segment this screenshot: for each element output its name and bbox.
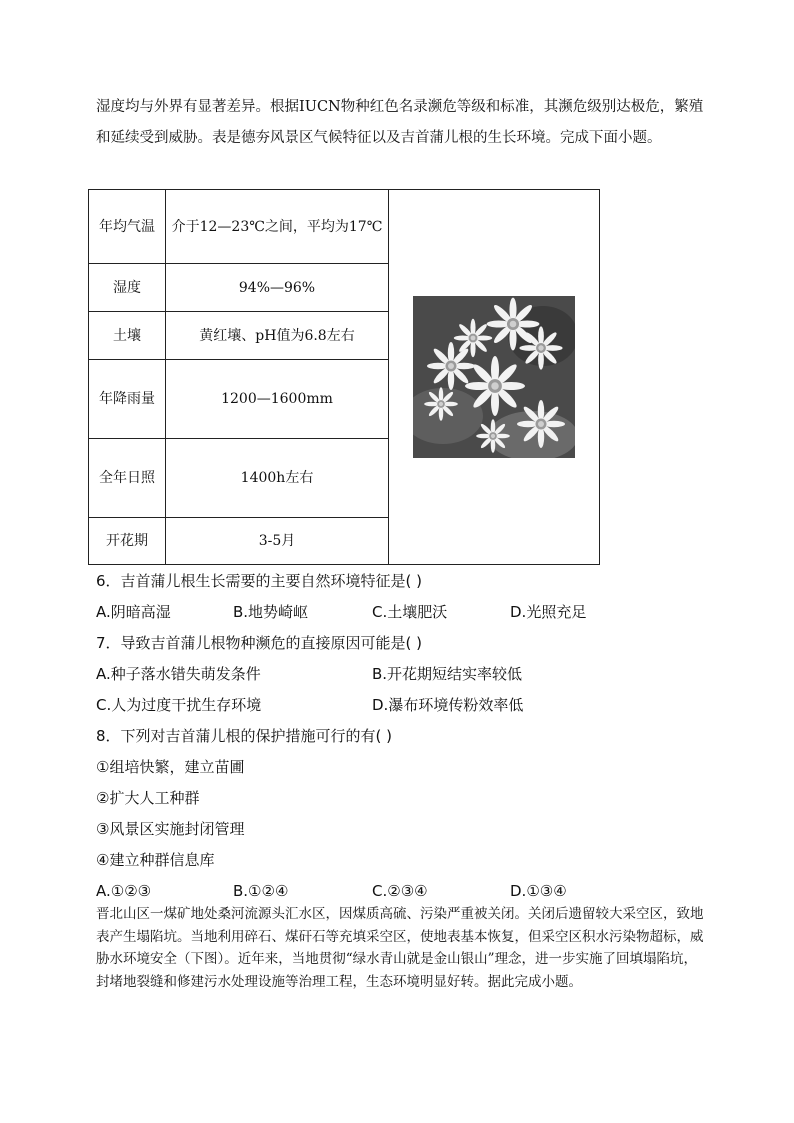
- flower-image: [413, 296, 575, 458]
- option-a[interactable]: A.①②③: [96, 882, 152, 900]
- option-a[interactable]: A.阴暗高湿: [96, 603, 171, 621]
- option-a[interactable]: A.种子落水错失萌发条件: [96, 665, 261, 683]
- row-value: 3-5月: [166, 518, 389, 565]
- row-value: 1200—1600mm: [166, 360, 389, 439]
- row-label: 全年日照: [89, 439, 166, 518]
- option-c[interactable]: C.土壤肥沃: [372, 603, 448, 621]
- row-label: 开花期: [89, 518, 166, 565]
- option-c[interactable]: C.人为过度干扰生存环境: [96, 696, 262, 714]
- row-value: 介于12—23℃之间，平均为17℃: [166, 190, 389, 264]
- photo-cell: [389, 190, 600, 565]
- option-row: [96, 597, 716, 628]
- row-value: 1400h左右: [166, 439, 389, 518]
- option-b[interactable]: B.地势崎岖: [233, 603, 309, 621]
- question-list: [96, 566, 716, 907]
- table-row: [89, 190, 600, 264]
- climate-table: [88, 189, 600, 565]
- option-b[interactable]: B.开花期短结实率较低: [372, 665, 523, 683]
- option-d[interactable]: D.①③④: [510, 882, 567, 900]
- flower-photo: [413, 296, 575, 458]
- statement-item: ①组培快繁，建立苗圃: [96, 758, 245, 776]
- row-value: 黄红壤、pH值为6.8左右: [166, 312, 389, 360]
- statement-item: ④建立种群信息库: [96, 851, 215, 869]
- option-row: [96, 690, 716, 721]
- row-label: 年均气温: [89, 190, 166, 264]
- question-stem: 7．导致吉首蒲儿根物种濒危的直接原因可能是( ): [96, 634, 423, 652]
- statement-item: ②扩大人工种群: [96, 789, 200, 807]
- statement-item: ③风景区实施封闭管理: [96, 820, 245, 838]
- option-d[interactable]: D.瀑布环境传粉效率低: [372, 696, 524, 714]
- row-label: 湿度: [89, 264, 166, 312]
- option-c[interactable]: C.②③④: [372, 882, 428, 900]
- row-value: 94%—96%: [166, 264, 389, 312]
- question-stem: 6．吉首蒲儿根生长需要的主要自然环境特征是( ): [96, 572, 423, 590]
- option-d[interactable]: D.光照充足: [510, 603, 587, 621]
- question-stem: 8．下列对吉首蒲儿根的保护措施可行的有( ): [96, 727, 393, 745]
- option-row: [96, 659, 716, 690]
- intro-paragraph: 湿度均与外界有显著差异。根据IUCN物种红色名录濒危等级和标准，其濒危级别达极危，繁殖和延续受到威胁。表是德夯风景区气候特征以及吉首蒲儿根的生长环境。完成下面小题。: [96, 99, 704, 146]
- passage-paragraph: 晋北山区一煤矿地处桑河流源头汇水区，因煤质高硫、污染严重被关闭。关闭后遗留较大采空区，致地表产生塌陷坑。当地利用碎石、煤矸石等充填采空区，使地表基本恢复，但采空区积水污染物超标，威胁水环境安全（下图）。近年来，当地贯彻“绿水青山就是金山银山”理念，进一步实施了回填塌陷坑，封堵地裂缝和修建污水处理设施等治理工程，生态环境明显好转。据此完成小题。: [96, 906, 704, 990]
- option-b[interactable]: B.①②④: [233, 882, 289, 900]
- row-label: 土壤: [89, 312, 166, 360]
- row-label: 年降雨量: [89, 360, 166, 439]
